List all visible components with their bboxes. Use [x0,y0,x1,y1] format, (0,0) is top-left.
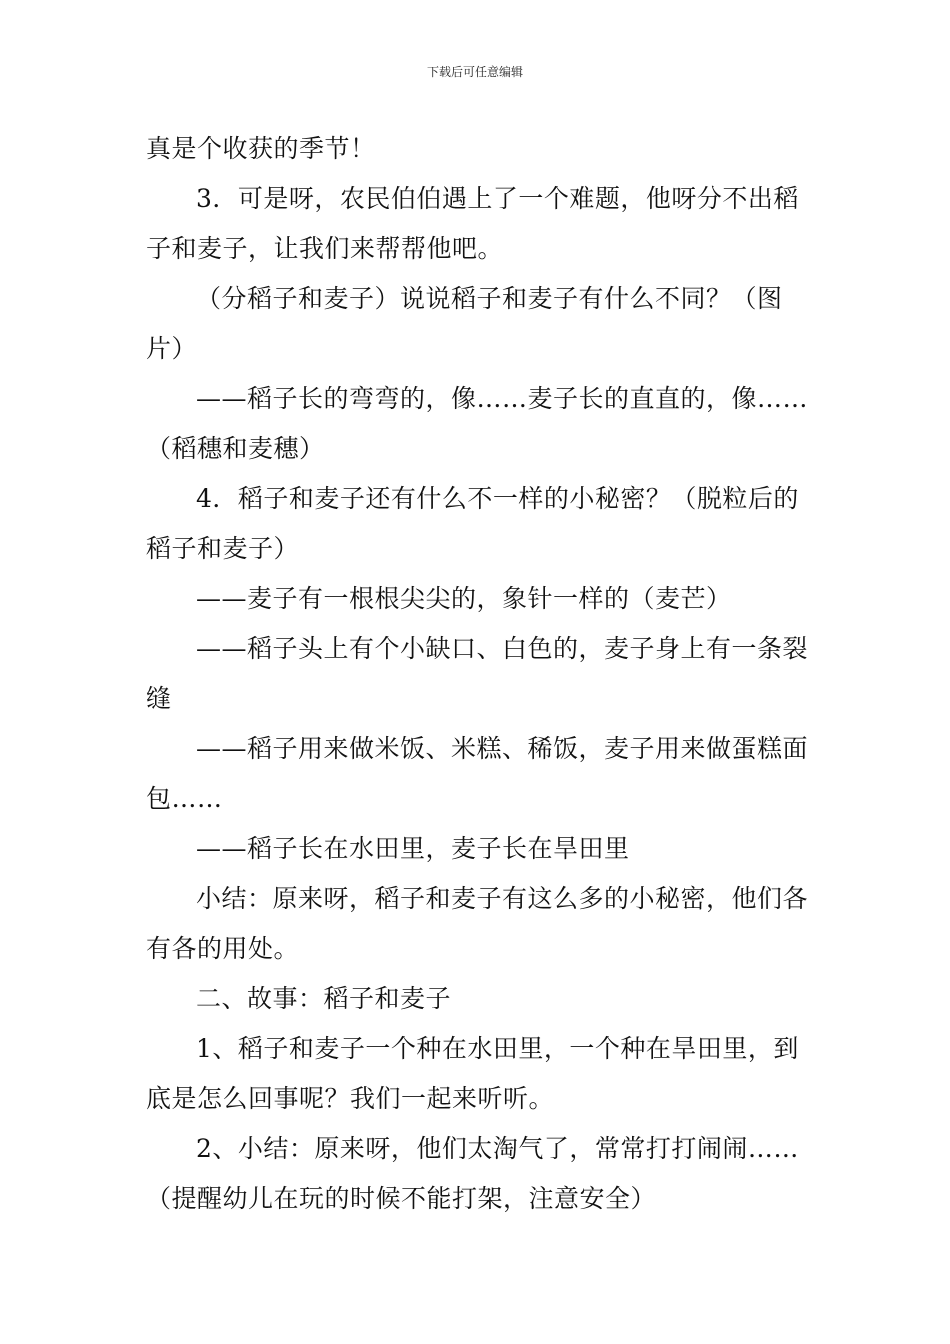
paragraph-8: ——稻子用来做米饭、米糕、稀饭，麦子用来做蛋糕面包…… [146,734,809,813]
paragraph-4: ——稻子长的弯弯的，像……麦子长的直直的，像……（稻穗和麦穗） [146,384,809,463]
paragraph-3: （分稻子和麦子）说说稻子和麦子有什么不同？（图片） [146,284,783,363]
paragraph-7: ——稻子头上有个小缺口、白色的，麦子身上有一条裂缝 [146,634,809,713]
paragraph-1: 真是个收获的季节！ [146,134,376,163]
paragraph-2: 3．可是呀，农民伯伯遇上了一个难题，他呀分不出稻子和麦子，让我们来帮帮他吧。 [146,184,799,263]
page-header-note: 下载后可任意编辑 [426,65,523,79]
paragraph-13: 2、小结：原来呀，他们太淘气了，常常打打闹闹……（提醒幼儿在玩的时候不能打架，注意安全） [146,1134,799,1213]
paragraph-11: 二、故事：稻子和麦子 [196,984,452,1013]
paragraph-9: ——稻子长在水田里，麦子长在旱田里 [196,834,630,863]
paragraph-5: 4．稻子和麦子还有什么不一样的小秘密？（脱粒后的稻子和麦子） [146,484,799,563]
paragraph-10: 小结：原来呀，稻子和麦子有这么多的小秘密，他们各有各的用处。 [146,884,809,963]
paragraph-6: ——麦子有一根根尖尖的，象针一样的（麦芒） [196,584,732,613]
paragraph-12: 1、稻子和麦子一个种在水田里，一个种在旱田里，到底是怎么回事呢？我们一起来听听。 [146,1034,799,1113]
document-body [146,124,810,1224]
